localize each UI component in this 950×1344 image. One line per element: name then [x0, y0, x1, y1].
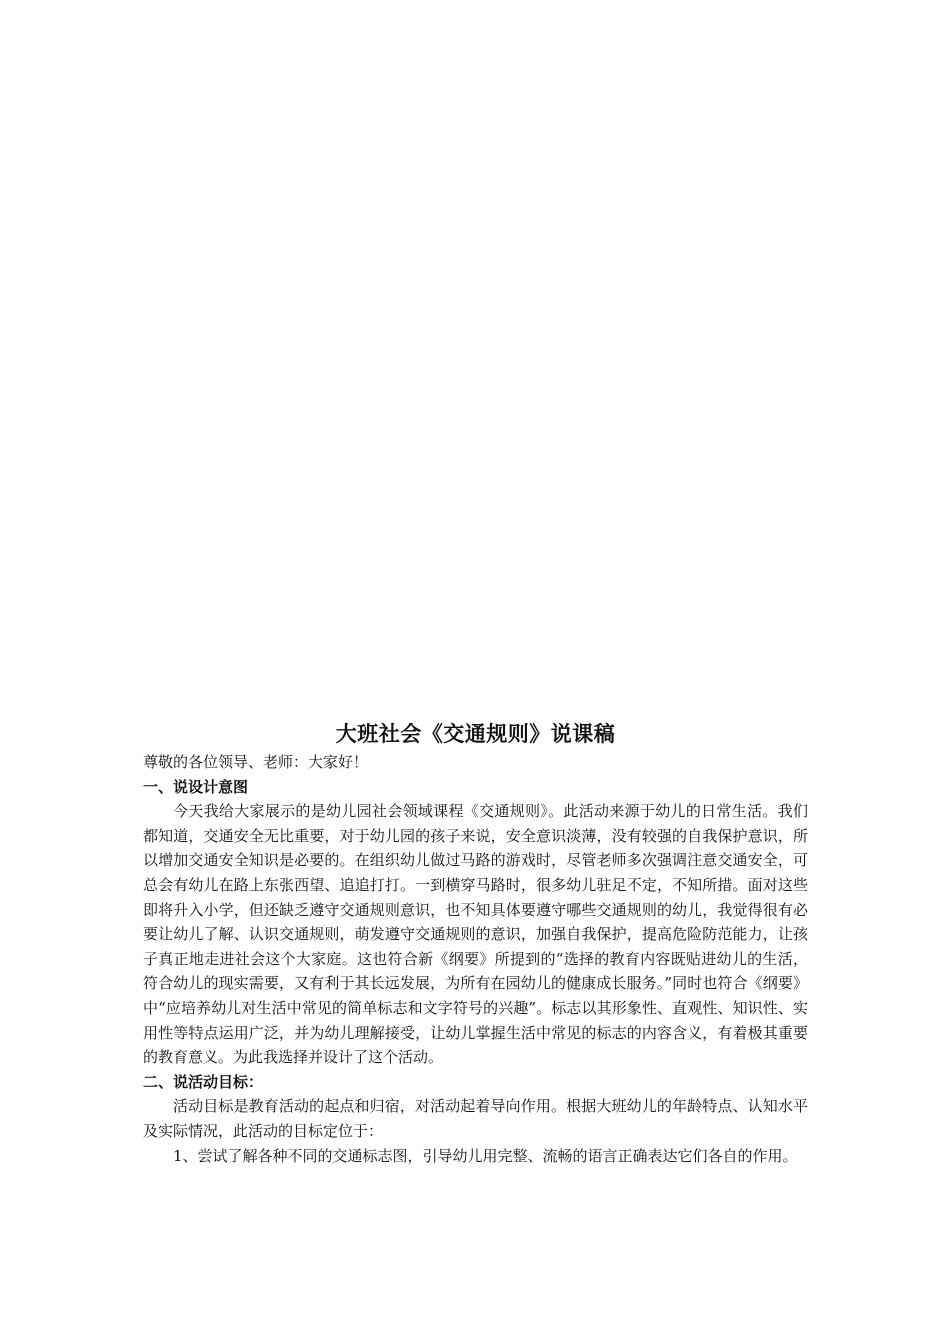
paragraph-activity-goal-1: 1、尝试了解各种不同的交通标志图，引导幼儿用完整、流畅的语言正确表达它们各自的作用。	[173, 1146, 798, 1165]
section-heading-design-intent: 一、说设计意图	[143, 777, 249, 796]
greeting: 尊敬的各位领导、老师：大家好！	[143, 753, 369, 771]
paragraph-design-intent: 今天我给大家展示的是幼儿园社会领域课程《交通规则》。此活动来源于幼儿的日常生活。我们都知道，交通安全无比重要，对于幼儿园的孩子来说，安全意识淡薄，没有较强的自我保护意识，所以增加交通安全知识是必要的。在组织幼儿做过马路的游戏时，尽管老师多次强调注意交通安全，可总会有幼儿在路上东张西望、追追打打。一到横穿马路时，很多幼儿驻足不定，不知所措。面对这些即将升入小学，但还缺乏遵守交通规则意识，也不知具体要遵守哪些交通规则的幼儿，我觉得很有必要让幼儿了解、认识交通规则，萌发遵守交通规则的意识，加强自我保护，提高危险防范能力，让孩子真正地走进社会这个大家庭。这也符合新《纲要》所提到的“选择的教育内容既贴进幼儿的生活，符合幼儿的现实需要，又有利于其长远发展，为所有在园幼儿的健康成长服务。”同时也符合《纲要》中“应培养幼儿对生活中常见的简单标志和文字符号的兴趣”。标志以其形象性、直观性、知识性、实用性等特点运用广泛，并为幼儿理解接受，让幼儿掌握生活中常见的标志的内容含义，有着极其重要的教育意义。为此我选择并设计了这个活动。	[143, 802, 808, 1067]
document-title: 大班社会《交通规则》说课稿	[335, 721, 616, 746]
paragraph-activity-goals-intro: 活动目标是教育活动的起点和归宿，对活动起着导向作用。根据大班幼儿的年龄特点、认知水平及实际情况，此活动的目标定位于：	[143, 1097, 808, 1140]
section-heading-activity-goals: 二、说活动目标：	[143, 1072, 264, 1091]
document-body	[143, 718, 808, 1168]
